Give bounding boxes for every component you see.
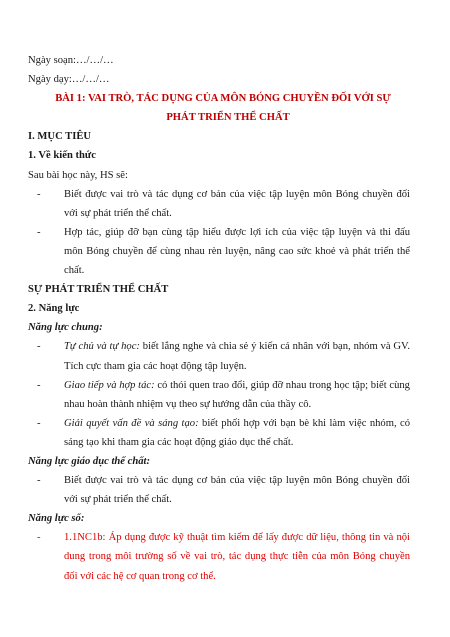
- knowledge-item: - Biết được vai trò và tác dụng cơ bản của việc tập luyện môn Bóng chuyền đối với sự phát triển thể chất.: [28, 185, 410, 223]
- lesson-title-line1: BÀI 1: VAI TRÒ, TÁC DỤNG CỦA MÔN BÓNG CHUYỀN ĐỐI VỚI SỰ: [55, 93, 391, 105]
- section-objectives-heading: I. MỤC TIÊU: [28, 131, 92, 143]
- digital-competency-heading: Năng lực số:: [28, 513, 85, 525]
- ngay-soan: Ngày soạn:…/…/…: [28, 55, 114, 66]
- general-competency-heading: Năng lực chung:: [28, 322, 103, 334]
- knowledge-heading: 1. Về kiến thức: [28, 150, 96, 162]
- bullet-dash: -: [37, 532, 41, 544]
- general-competency-item: - Giao tiếp và hợp tác: có thói quen trao đổi, giúp đỡ nhau trong học tập; biết cùng nhau hoàn thành nhiệm vụ theo sự hướng dẫn của thầy cô.: [28, 376, 410, 414]
- general-competency-item: - Tự chủ và tự học: biết lắng nghe và chia sẻ ý kiến cá nhân với bạn, nhóm và GV. Tích cực tham gia các hoạt động tập luyện.: [28, 337, 410, 375]
- digital-competency-item: - 1.1NC1b: Áp dụng được kỹ thuật tìm kiếm để lấy được dữ liệu, thông tin và nội dung trong môi trường số về vai trò, tác dụng thực tiễn của môn Bóng chuyền đối với các hệ cơ quan trong cơ thể.: [28, 528, 410, 585]
- pe-competency-heading: Năng lực giáo dục thể chất:: [28, 455, 150, 467]
- bullet-dash: -: [37, 417, 41, 429]
- knowledge-item: - Hợp tác, giúp đỡ bạn cùng tập hiểu được lợi ích của việc tập luyện và thi đấu môn Bóng chuyền để cùng nhau rèn luyện, nâng cao sức khoẻ và phát triển thể chất.: [28, 223, 410, 280]
- pe-competency-item: - Biết được vai trò và tác dụng cơ bản của việc tập luyện môn Bóng chuyền đối với sự phát triển thể chất.: [28, 471, 410, 509]
- ngay-day: Ngày dạy:…/…/…: [28, 74, 110, 86]
- competency-heading: 2. Năng lực: [28, 303, 80, 315]
- lesson-title-line2: PHÁT TRIỂN THỂ CHẤT: [166, 112, 290, 124]
- knowledge-intro: Sau bài học này, HS sẽ:: [28, 169, 128, 181]
- general-competency-item: - Giải quyết vấn đề và sáng tạo: biết phối hợp với bạn bè khi làm việc nhóm, có sáng tạo khi tham gia các hoạt động giáo dục thể chất.: [28, 414, 410, 452]
- bullet-dash: -: [37, 475, 41, 487]
- repeat-heading: SỰ PHÁT TRIỂN THỂ CHẤT: [28, 284, 169, 296]
- bullet-dash: -: [37, 379, 41, 391]
- bullet-dash: -: [37, 188, 41, 200]
- bullet-dash: -: [37, 226, 41, 238]
- bullet-dash: -: [37, 341, 41, 353]
